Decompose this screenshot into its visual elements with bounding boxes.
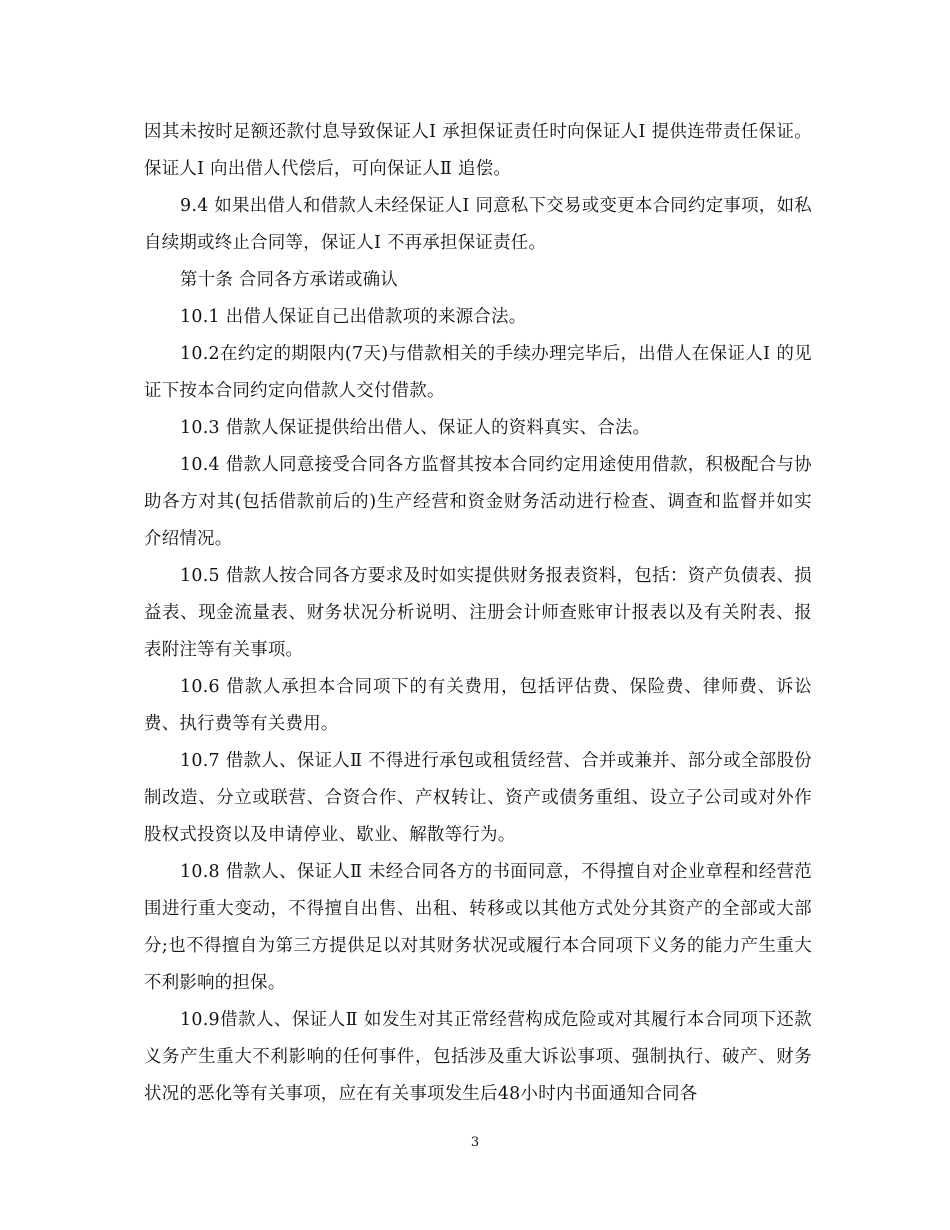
article-10-heading: 第十条 合同各方承诺或确认 — [180, 270, 399, 290]
page-number: 3 — [470, 1135, 480, 1150]
clause-10-4: 10.4 借款人同意接受合同各方监督其按本合同约定用途使用借款，积极配合与协助各方对其(包括借款前后的)生产经营和资金财务活动进行检查、调查和监督并如实介绍情况。 — [144, 455, 812, 549]
clause-10-1: 10.1 出借人保证自己出借款项的来源合法。 — [180, 307, 527, 327]
clause-10-6: 10.6 借款人承担本合同项下的有关费用，包括评估费、保险费、律师费、诉讼费、执行费等有关费用。 — [144, 677, 812, 734]
clause-10-9: 10.9借款人、保证人Ⅱ 如发生对其正常经营构成危险或对其履行本合同项下还款义务产生重大不利影响的任何事件，包括涉及重大诉讼事项、强制执行、破产、财务状况的恶化等有关事项，应在有关事项发生后48小时内书面通知合同各 — [144, 1010, 812, 1104]
clause-10-2: 10.2在约定的期限内(7天)与借款相关的手续办理完毕后，出借人在保证人Ⅰ 的见证下按本合同约定向借款人交付借款。 — [144, 344, 812, 401]
clause-10-5: 10.5 借款人按合同各方要求及时如实提供财务报表资料，包括：资产负债表、损益表、现金流量表、财务状况分析说明、注册会计师查账审计报表以及有关附表、报表附注等有关事项。 — [144, 566, 812, 660]
paragraph-continuation: 因其未按时足额还款付息导致保证人Ⅰ 承担保证责任时向保证人Ⅰ 提供连带责任保证。保证人Ⅰ 向出借人代偿后，可向保证人Ⅱ 追偿。 — [144, 122, 812, 179]
clause-10-8: 10.8 借款人、保证人Ⅱ 未经合同各方的书面同意，不得擅自对企业章程和经营范围进行重大变动，不得擅自出售、出租、转移或以其他方式处分其资产的全部或大部分;也不得擅自为第三方提供足以对其财务状况或履行本合同项下义务的能力产生重大不利影响的担保。 — [144, 862, 812, 993]
body-text — [144, 114, 812, 1113]
clause-9-4: 9.4 如果出借人和借款人未经保证人Ⅰ 同意私下交易或变更本合同约定事项，如私自续期或终止合同等，保证人Ⅰ 不再承担保证责任。 — [144, 196, 812, 253]
clause-10-3: 10.3 借款人保证提供给出借人、保证人的资料真实、合法。 — [180, 418, 651, 438]
clause-10-7: 10.7 借款人、保证人Ⅱ 不得进行承包或租赁经营、合并或兼并、部分或全部股份制改造、分立或联营、合资合作、产权转让、资产或债务重组、设立子公司或对外作股权式投资以及申请停业、歇业、解散等行为。 — [144, 751, 812, 845]
